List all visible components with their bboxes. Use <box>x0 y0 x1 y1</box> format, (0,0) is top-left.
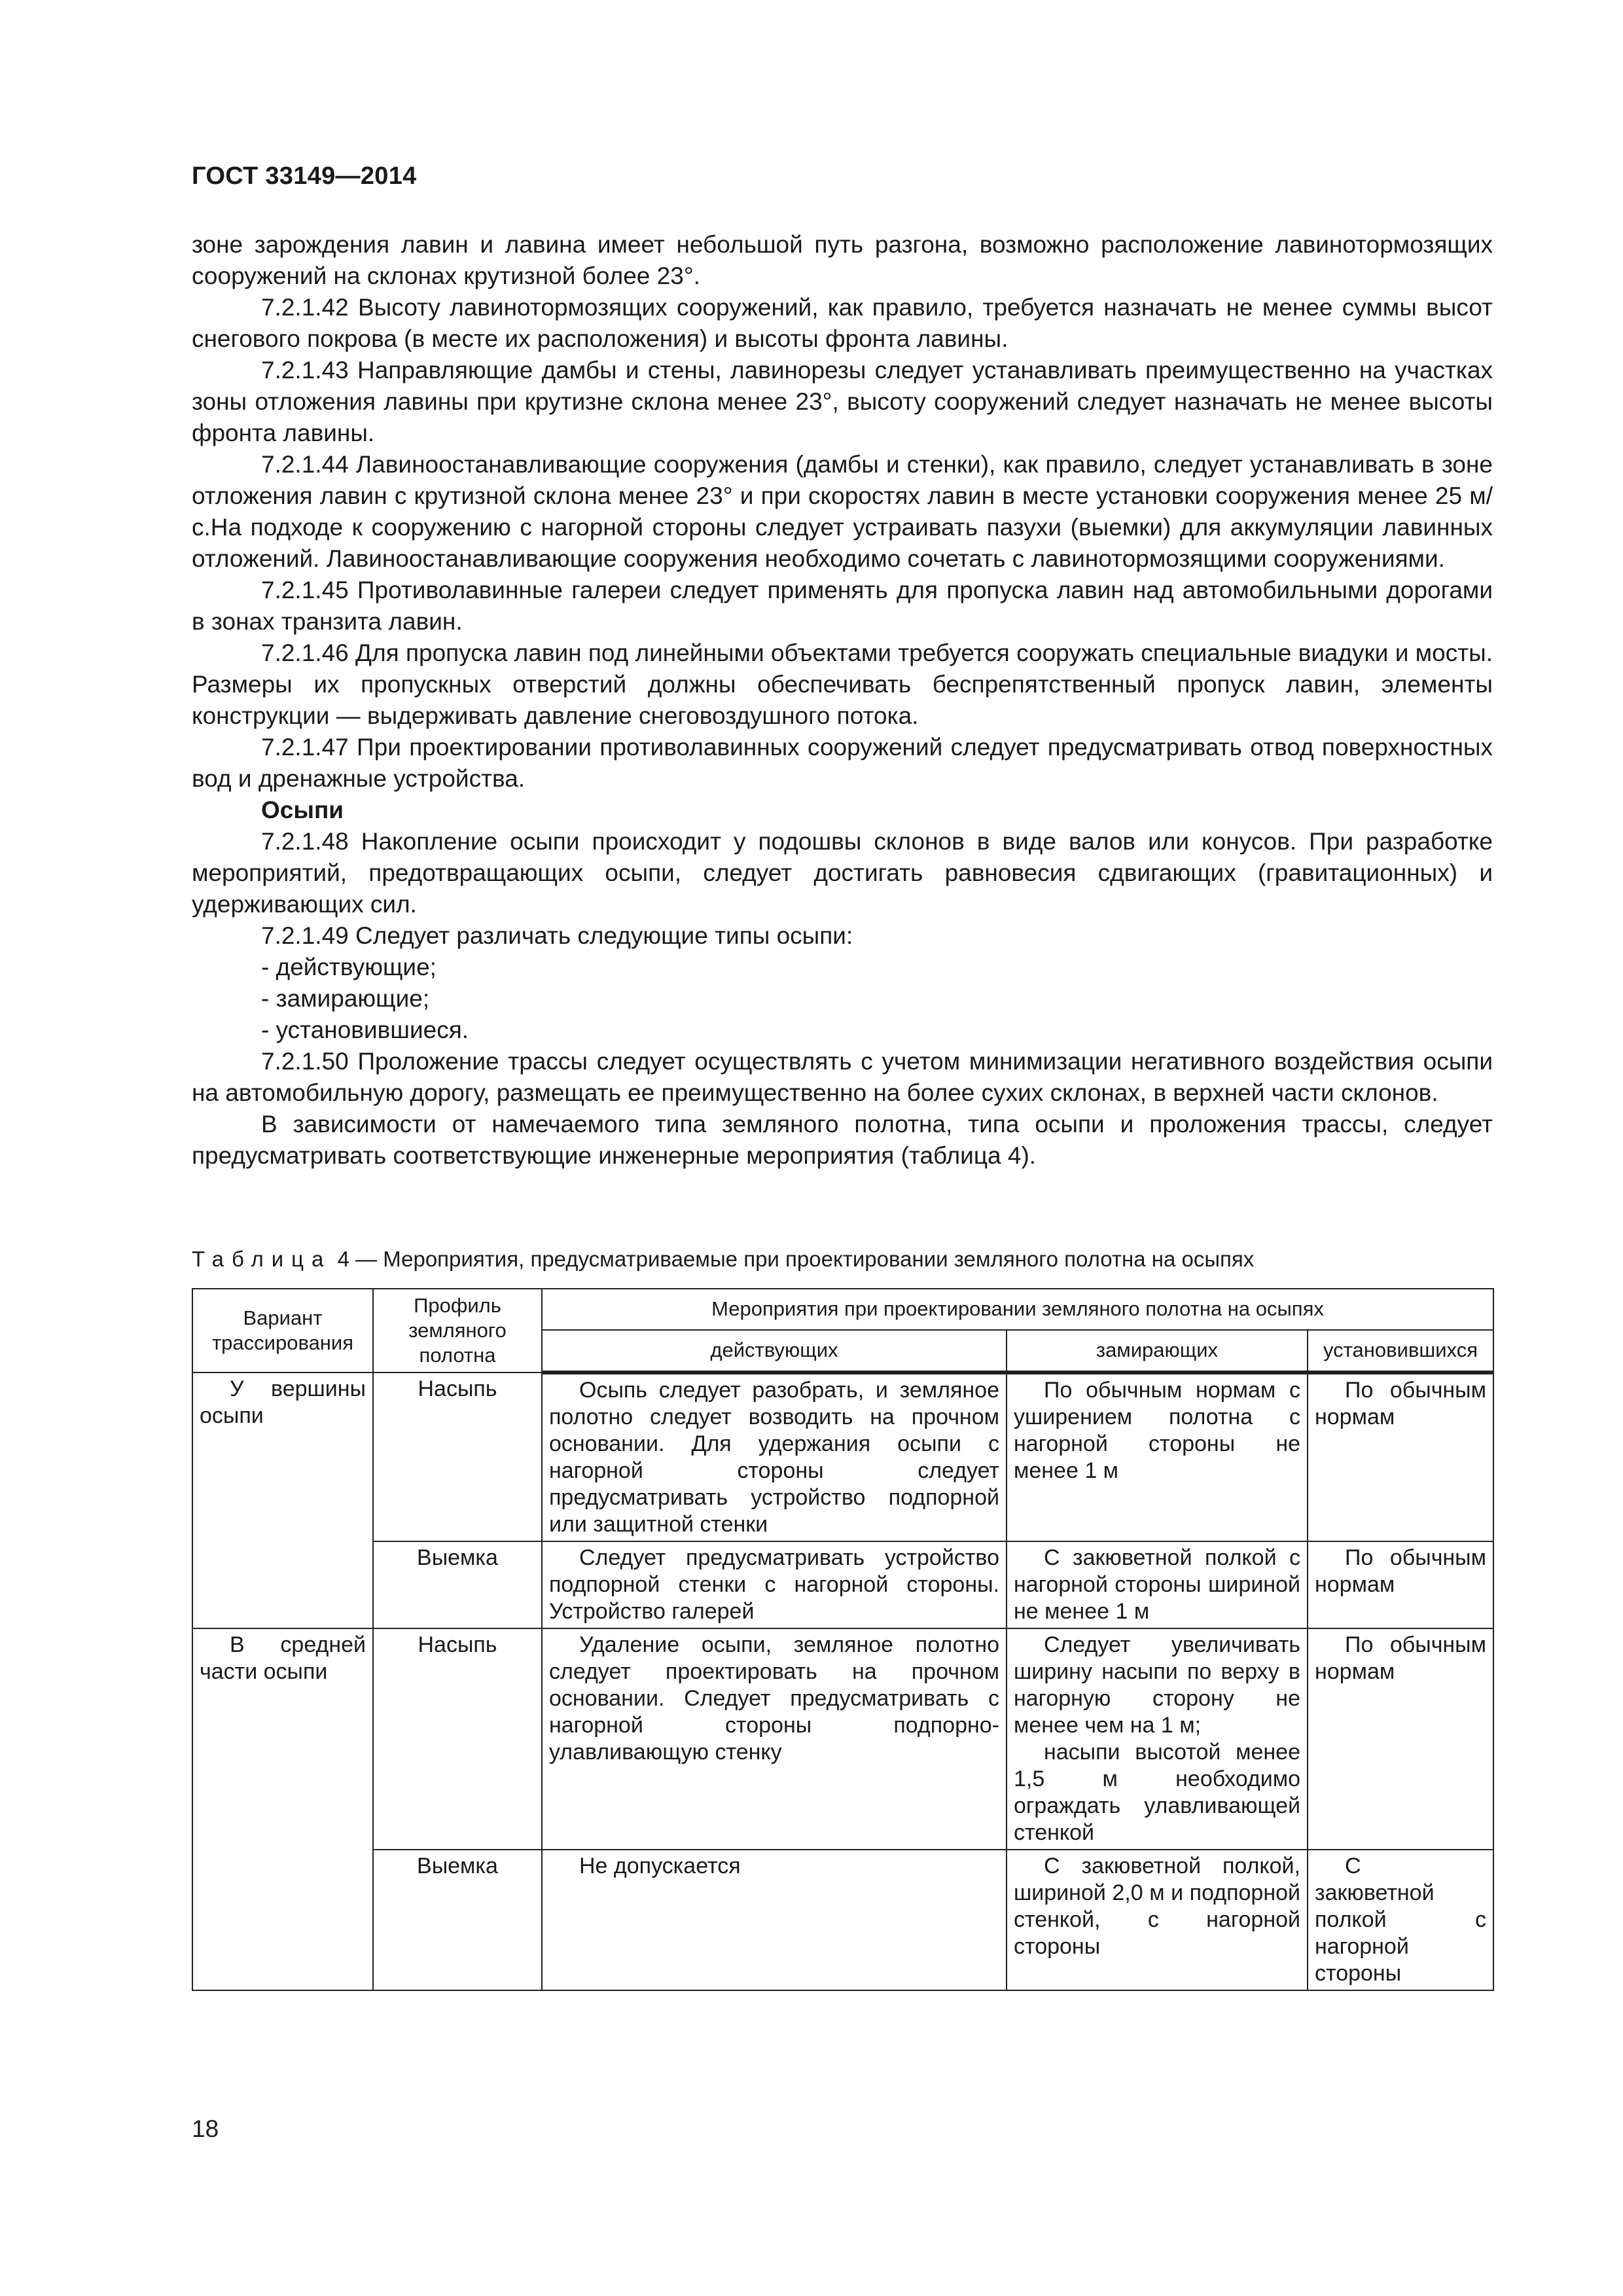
cell-variant: В средней части осыпи <box>192 1628 373 1850</box>
list-item: - замирающие; <box>261 985 430 1012</box>
body-text <box>192 229 1493 1172</box>
paragraph-7-2-1-50: 7.2.1.50 Проложение трассы следует осуществлять с учетом минимизации негативного воздействия осыпи на автомобильную дорогу, размещать ее преимущественно на более сухих склонах, в верхней части склонов. <box>192 1048 1493 1106</box>
paragraph-7-2-1-49: 7.2.1.49 Следует различать следующие типы осыпи: <box>261 922 853 949</box>
cell-dying: С закюветной полкой с нагорной стороны шириной не менее 1 м <box>1007 1541 1308 1628</box>
header-active: действующих <box>542 1330 1007 1372</box>
measures-table <box>192 1288 1494 1991</box>
cell-variant: У вершины осыпи <box>192 1372 373 1541</box>
cell-settled: С закюветной полкой с нагорной стороны <box>1308 1850 1493 1990</box>
paragraph: зоне зарождения лавин и лавина имеет небольшой путь разгона, возможно расположение лавинотормозящих сооружений на склонах крутизной более 23°. <box>192 231 1493 289</box>
cell-dying <box>1007 1628 1308 1850</box>
paragraph: В зависимости от намечаемого типа земляного полотна, типа осыпи и проложения трассы, следует предусматривать соответствующие инженерные мероприятия (таблица 4). <box>192 1111 1493 1169</box>
paragraph-7-2-1-45: 7.2.1.45 Противолавинные галереи следует применять для пропуска лавин над автомобильными дорогами в зонах транзита лавин. <box>192 577 1493 635</box>
table-caption <box>192 1247 1254 1272</box>
paragraph-7-2-1-47: 7.2.1.47 При проектировании противолавинных сооружений следует предусматривать отвод поверхностных вод и дренажные устройства. <box>192 734 1493 792</box>
cell-active: Осыпь следует разобрать, и земляное полотно следует возводить на прочном основании. Для удержания осыпи с нагорной стороны следует предусматривать устройство подпорной или защитной стенки <box>542 1372 1007 1541</box>
cell-dying-part: насыпи высотой менее 1,5 м необходимо ограждать улавливающей стенкой <box>1014 1740 1300 1845</box>
paragraph-7-2-1-46: 7.2.1.46 Для пропуска лавин под линейными объектами требуется сооружать специальные виадуки и мосты. Размеры их пропускных отверстий должны обеспечивать беспрепятственный пропуск лавин, элементы конструкции — выдерживать давление снеговоздушного потока. <box>192 639 1493 729</box>
cell-dying-part: Следует увеличивать ширину насыпи по верху в нагорную сторону не менее чем на 1 м; <box>1014 1632 1300 1738</box>
cell-active: Следует предусматривать устройство подпорной стенки с нагорной стороны. Устройство галерей <box>542 1541 1007 1628</box>
header-variant: Вариант трассирования <box>192 1289 373 1372</box>
paragraph-7-2-1-48: 7.2.1.48 Накопление осыпи происходит у подошвы склонов в виде валов или конусов. При разработке мероприятий, предотвращающих осыпи, следует достигать равновесия сдвигающих (гравитационных) и удерживающих сил. <box>192 828 1493 918</box>
cell-active: Не допускается <box>542 1850 1007 1990</box>
cell-active: Удаление осыпи, земляное полотно следует проектировать на прочном основании. Следует предусматривать с нагорной стороны подпорно-улавливающую стенку <box>542 1628 1007 1850</box>
cell-profile: Выемка <box>373 1541 542 1628</box>
table-caption-text: 4 — Мероприятия, предусматриваемые при проектировании земляного полотна на осыпях <box>337 1247 1255 1271</box>
list-item: - действующие; <box>261 954 437 980</box>
table-row <box>192 1541 1493 1628</box>
page-number: 18 <box>192 2115 219 2142</box>
cell-profile: Насыпь <box>373 1628 542 1850</box>
subheading: Осыпи <box>261 797 344 823</box>
table-caption-label: Таблица <box>192 1247 332 1271</box>
paragraph-7-2-1-43: 7.2.1.43 Направляющие дамбы и стены, лавинорезы следует устанавливать преимущественно на участках зоны отложения лавины при крутизне склона менее 23°, высоту сооружений следует назначать не менее высоты фронта лавины. <box>192 357 1493 446</box>
cell-dying: По обычным нормам с уширением полотна с нагорной стороны не менее 1 м <box>1007 1372 1308 1541</box>
cell-settled: По обычным нормам <box>1308 1628 1493 1850</box>
cell-dying: С закюветной полкой, шириной 2,0 м и подпорной стенкой, с нагорной стороны <box>1007 1850 1308 1990</box>
header-profile: Профиль земляного полотна <box>373 1289 542 1372</box>
header-dying: замирающих <box>1007 1330 1308 1372</box>
document-header: ГОСТ 33149—2014 <box>192 162 417 190</box>
header-settled: установившихся <box>1308 1330 1493 1372</box>
list-item: - установившиеся. <box>261 1016 469 1043</box>
paragraph-7-2-1-42: 7.2.1.42 Высоту лавинотормозящих сооружений, как правило, требуется назначать не менее суммы высот снегового покрова (в месте их расположения) и высоты фронта лавины. <box>192 294 1493 352</box>
table-row <box>192 1372 1493 1541</box>
cell-profile: Насыпь <box>373 1372 542 1541</box>
table-row <box>192 1850 1493 1990</box>
table-row <box>192 1628 1493 1850</box>
header-measures: Мероприятия при проектировании земляного полотна на осыпях <box>542 1289 1493 1330</box>
cell-profile: Выемка <box>373 1850 542 1990</box>
cell-variant <box>192 1541 373 1628</box>
cell-settled: По обычным нормам <box>1308 1372 1493 1541</box>
paragraph-7-2-1-44: 7.2.1.44 Лавиноостанавливающие сооружения (дамбы и стенки), как правило, следует устанавливать в зоне отложения лавин с крутизной склона менее 23° и при скоростях лавин в месте установки сооружения менее 25 м/с.На подходе к сооружению с нагорной стороны следует устраивать пазухи (выемки) для аккумуляции лавинных отложений. Лавиноостанавливающие сооружения необходимо сочетать с лавинотормозящими сооружениями. <box>192 451 1493 572</box>
cell-variant <box>192 1850 373 1990</box>
cell-settled: По обычным нормам <box>1308 1541 1493 1628</box>
